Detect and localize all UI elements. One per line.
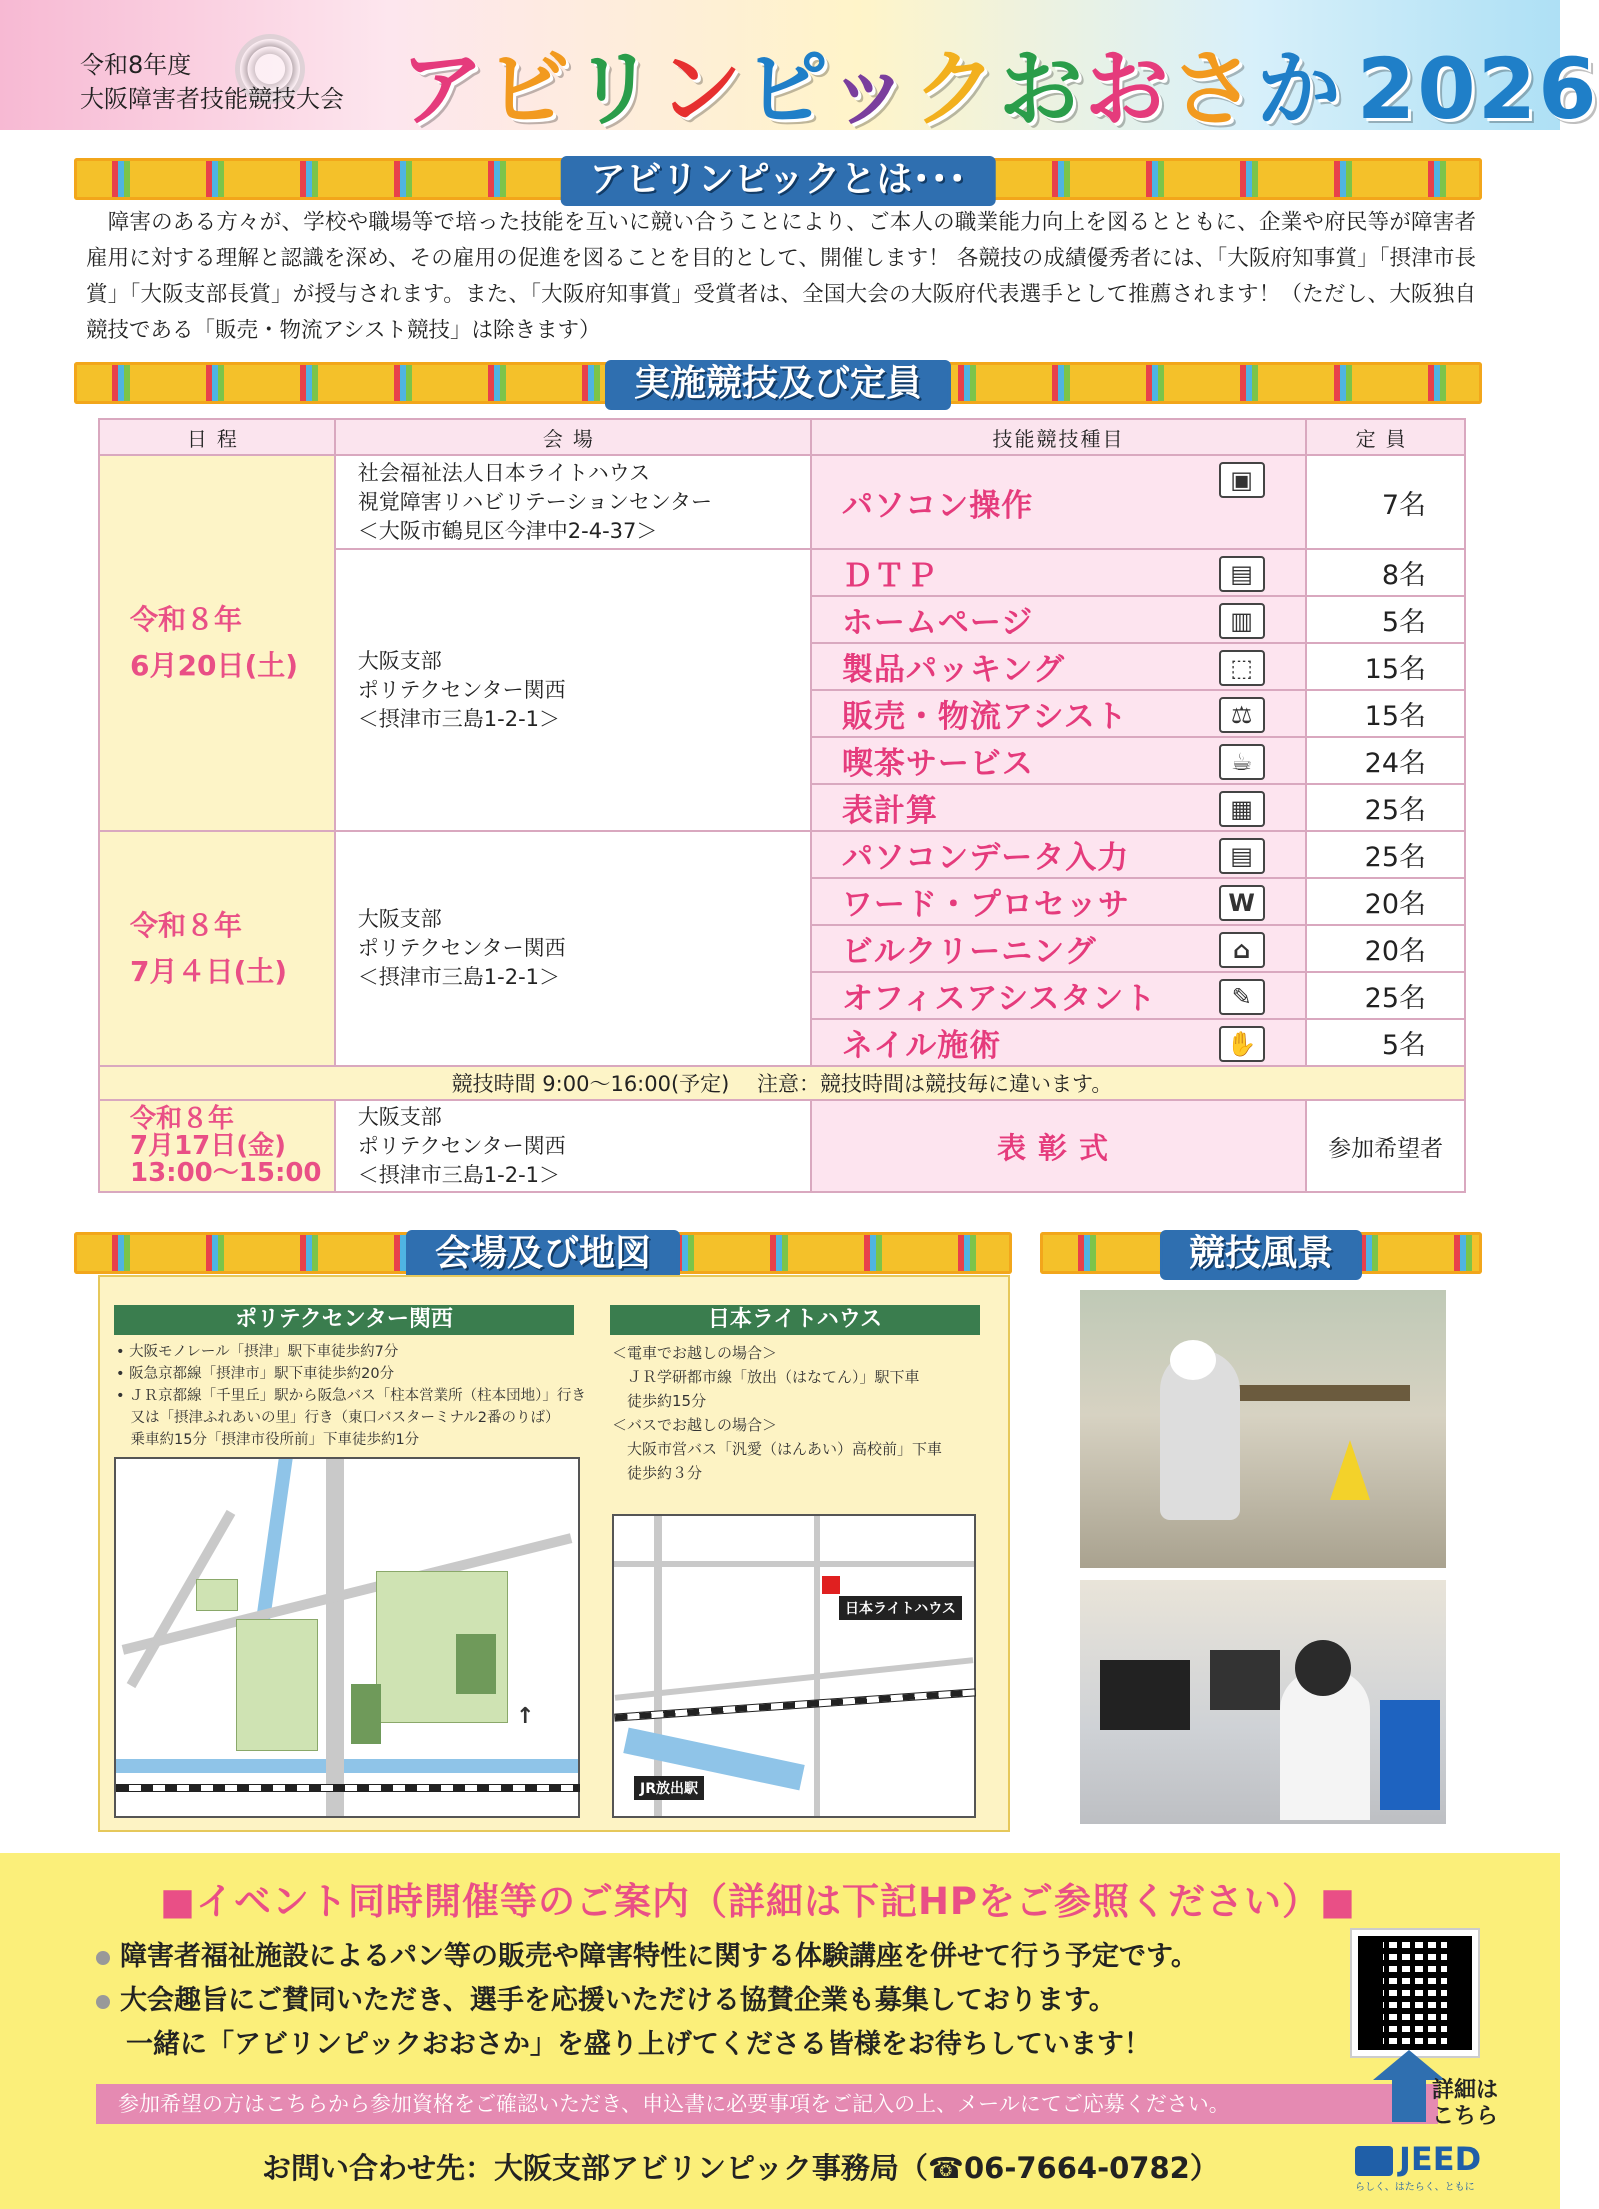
destination-marker-icon <box>822 1576 840 1594</box>
title-char: か <box>1256 40 1343 138</box>
header-capacity: 定員 <box>1306 419 1465 455</box>
table-header-row <box>99 419 1465 455</box>
event-name: オフィスアシスタント <box>841 981 1157 1017</box>
photo-monitor <box>1100 1660 1190 1730</box>
section-heading-access: 会場及び地図 <box>406 1230 680 1280</box>
section-bar-scene <box>1040 1232 1482 1274</box>
event-name: ネイル施術 <box>841 1028 1002 1064</box>
title-char: ン <box>658 40 745 138</box>
event-cell <box>811 878 1306 925</box>
header-date: 日程 <box>99 419 335 455</box>
direction-line: ＜電車でお越しの場合＞ <box>612 1344 778 1362</box>
photo-table <box>1235 1385 1410 1401</box>
event-title <box>400 22 1599 143</box>
section-bar-schedule <box>74 362 1482 404</box>
road <box>326 1459 344 1816</box>
date-cell-1 <box>99 455 335 831</box>
section-bar-access <box>74 1232 1012 1274</box>
capacity-cell: 15名 <box>1306 690 1465 737</box>
venue-line: ＜摂津市三島1-2-1＞ <box>357 965 561 989</box>
header-subtitle <box>80 48 344 116</box>
event-cell <box>811 643 1306 690</box>
direction-line: 徒歩約15分 <box>612 1392 707 1410</box>
schedule-table <box>98 418 1466 1193</box>
event-name: ＤＴＰ <box>841 558 938 594</box>
polytech-building <box>351 1684 381 1744</box>
lighthouse-title: 日本ライトハウス <box>610 1305 980 1335</box>
capacity-cell: 5名 <box>1306 1019 1465 1066</box>
title-char: ア <box>400 40 487 138</box>
venue-line: ポリテクセンター関西 <box>357 677 566 702</box>
capacity-cell: 7名 <box>1306 455 1465 549</box>
jeed-tagline: らしく、はたらく、ともに <box>1355 2182 1475 2193</box>
event-info-list <box>96 1935 1198 2067</box>
time-note: 競技時間 9:00～16:00(予定) 注意：競技時間は競技毎に違います。 <box>99 1066 1465 1100</box>
cleaning-photo <box>1080 1290 1446 1568</box>
list-item-text: 障害者福祉施設によるパン等の販売や障害特性に関する体験講座を併せて行う予定です。 <box>120 1941 1198 1972</box>
arrow-stem <box>1392 2080 1426 2122</box>
contact-info: お問い合わせ先：大阪支部アビリンピック事務局（☎06-7664-0782） <box>262 2151 1219 2185</box>
event-cell <box>811 1019 1306 1066</box>
title-char: ビ <box>486 40 573 138</box>
list-item <box>96 1935 1198 1979</box>
venue-line: 大阪支部 <box>357 1104 442 1129</box>
year-line: 令和8年度 <box>80 51 192 79</box>
word-processor-icon: W <box>1219 885 1265 921</box>
venue-line: 大阪支部 <box>357 907 442 931</box>
venue-line: ポリテクセンター関西 <box>357 1133 566 1158</box>
capacity-cell: 8名 <box>1306 549 1465 596</box>
list-item-text: 大会趣旨にご賛同いただき、選手を応援いただける協賛企業も募集しております。 <box>120 1985 1116 2016</box>
date-day: 7月４日(土) <box>130 954 288 988</box>
date-time: 13:00～15:00 <box>130 1157 322 1188</box>
park-area <box>236 1619 318 1751</box>
venue-line: ＜摂津市三島1-2-1＞ <box>357 1162 561 1187</box>
event-cell <box>811 831 1306 878</box>
access-panel <box>98 1275 1010 1832</box>
application-note[interactable]: 参加希望の方はこちらから参加資格をご確認いただき、申込書に必要事項をご記入の上、メールにてご応募ください。 <box>96 2084 1438 2124</box>
event-name: 喫茶サービス <box>841 746 1034 782</box>
event-cell <box>811 784 1306 831</box>
capacity-cell: 20名 <box>1306 925 1465 972</box>
date-year: 令和８年 <box>130 1103 235 1134</box>
photo-worker-head <box>1170 1340 1216 1380</box>
table-row <box>99 831 1465 878</box>
qr-code-icon[interactable] <box>1352 1930 1478 2056</box>
polytech-building <box>456 1634 496 1694</box>
event-name: ホームページ <box>841 605 1034 641</box>
venue-lighthouse <box>335 455 811 549</box>
direction-line: 又は「摂津ふれあいの里」行き（東口バスターミナル2番のりば） <box>116 1410 560 1426</box>
bullet-icon <box>96 1951 110 1965</box>
lighthouse-map[interactable] <box>612 1514 976 1818</box>
event-cell <box>811 549 1306 596</box>
details-line: こちら <box>1432 2104 1499 2129</box>
direction-line: 徒歩約３分 <box>612 1464 703 1482</box>
railway <box>116 1784 580 1792</box>
event-info-title: ■イベント同時開催等のご案内（詳細は下記HPをご参照ください）■ <box>160 1880 1356 1923</box>
date-day: 6月20日(土) <box>130 649 299 682</box>
direction-line: • 大阪モノレール「摂津」駅下車徒歩約7分 <box>116 1344 399 1360</box>
capacity-cell: 5名 <box>1306 596 1465 643</box>
venue-line: ＜大阪市鶴見区今津中2-4-37＞ <box>357 518 658 543</box>
nail-icon: ✋ <box>1219 1026 1265 1062</box>
polytech-map[interactable] <box>114 1457 580 1818</box>
lighthouse-directions <box>612 1341 992 1485</box>
park-area <box>196 1579 238 1611</box>
event-line: 大阪障害者技能競技大会 <box>80 85 344 113</box>
bullet-icon <box>96 1995 110 2009</box>
event-cell <box>811 925 1306 972</box>
event-cell <box>811 690 1306 737</box>
road <box>614 1561 974 1567</box>
section-heading-scene: 競技風景 <box>1160 1230 1362 1280</box>
venue-line: ポリテクセンター関西 <box>357 936 566 960</box>
packing-icon: ⬚ <box>1219 650 1265 686</box>
section-bar-about <box>74 158 1482 200</box>
event-name: パソコン操作 <box>841 487 1034 524</box>
title-char: ピ <box>744 40 827 138</box>
event-name: ビルクリーニング <box>841 934 1097 970</box>
direction-line: • ＪＲ京都線「千里丘」駅から阪急バス「柱本営業所（柱本団地）」行き <box>116 1388 586 1404</box>
title-year: 2026 <box>1356 40 1599 138</box>
date-cell-3 <box>99 1100 335 1192</box>
capacity-cell: 25名 <box>1306 784 1465 831</box>
title-char: お <box>998 40 1085 138</box>
venue-line: 視覚障害リハビリテーションセンター <box>357 489 713 514</box>
arrow-up-icon <box>1373 2050 1445 2080</box>
date-year: 令和８年 <box>130 603 243 636</box>
lighthouse-pin: 日本ライトハウス <box>839 1596 962 1620</box>
date-day: 7月17日(金) <box>130 1130 287 1161</box>
direction-line: 大阪市営バス「汎愛（はんあい）高校前」下車 <box>612 1440 943 1458</box>
event-name: 製品パッキング <box>841 652 1065 688</box>
webpage-icon: ▥ <box>1219 603 1265 639</box>
spreadsheet-icon: ▦ <box>1219 791 1265 827</box>
office-icon: ✎ <box>1219 979 1265 1015</box>
capacity-cell: 25名 <box>1306 972 1465 1019</box>
station-pin: JR放出駅 <box>634 1776 704 1800</box>
event-cell <box>811 737 1306 784</box>
capacity-cell: 15名 <box>1306 643 1465 690</box>
document-icon: ▤ <box>1219 556 1265 592</box>
details-line: 詳細は <box>1432 2078 1499 2103</box>
direction-line: ＪＲ学研都市線「放出（はなてん）」駅下車 <box>612 1368 920 1386</box>
jeed-logo <box>1355 2140 1481 2178</box>
event-name: パソコンデータ入力 <box>841 840 1130 876</box>
scale-icon: ⚖ <box>1219 697 1265 733</box>
direction-line: • 阪急京都線「摂津市」駅下車徒歩約20分 <box>116 1366 395 1382</box>
event-cell <box>811 596 1306 643</box>
ceremony-cell: 表彰式 <box>811 1100 1306 1192</box>
jeed-logo-text: JEED <box>1399 2140 1482 2178</box>
venue-line: 社会福祉法人日本ライトハウス <box>357 460 651 485</box>
north-arrow-icon: ↑ <box>516 1704 535 1729</box>
jeed-logo-icon <box>1355 2146 1393 2176</box>
venue-line: 大阪支部 <box>357 648 442 673</box>
header-venue: 会場 <box>335 419 811 455</box>
capacity-cell: 24名 <box>1306 737 1465 784</box>
photo-chair <box>1380 1700 1440 1810</box>
venue-line: ＜摂津市三島1-2-1＞ <box>357 706 561 731</box>
title-char: お <box>1084 40 1171 138</box>
direction-line: ＜バスでお越しの場合＞ <box>612 1416 778 1434</box>
table-row <box>99 1100 1465 1192</box>
section-heading-about: アビリンピックとは･･･ <box>561 156 996 206</box>
polytech-directions <box>116 1341 586 1451</box>
details-label[interactable] <box>1432 2078 1498 2130</box>
event-name: ワード・プロセッサ <box>841 887 1130 923</box>
date-cell-2 <box>99 831 335 1066</box>
date-year: 令和８年 <box>130 908 243 942</box>
venue-polytech-3 <box>335 1100 811 1192</box>
header-event: 技能競技種目 <box>811 419 1306 455</box>
list-item <box>96 1979 1198 2023</box>
event-cell <box>811 972 1306 1019</box>
title-char: リ <box>572 40 659 138</box>
event-name: 表計算 <box>841 793 938 829</box>
road <box>814 1516 820 1816</box>
list-item-continuation: 一緒に「アビリンピックおおさか」を盛り上げてくださる皆様をお待ちしています！ <box>126 2029 1151 2060</box>
wet-floor-sign <box>1330 1440 1370 1500</box>
cleaning-icon: ⌂ <box>1219 932 1265 968</box>
capacity-cell: 25名 <box>1306 831 1465 878</box>
title-char: さ <box>1170 40 1257 138</box>
ceremony-capacity: 参加希望者 <box>1306 1100 1465 1192</box>
photo-monitor <box>1210 1650 1280 1710</box>
polytech-title: ポリテクセンター関西 <box>114 1305 574 1335</box>
table-row <box>99 455 1465 549</box>
data-entry-icon: ▤ <box>1219 838 1265 874</box>
time-note-row <box>99 1066 1465 1100</box>
capacity-cell: 20名 <box>1306 878 1465 925</box>
computer-photo <box>1080 1580 1446 1824</box>
event-cell <box>811 455 1306 549</box>
computer-icon: ▣ <box>1219 462 1265 498</box>
about-text: 障害のある方々が、学校や職場等で培った技能を互いに競い合うことにより、ご本人の職業能力向上を図るとともに、企業や府民等が障害者雇用に対する理解と認識を深め、その雇用の促進を図ることを目的として、開催します！ 各競技の成績優秀者には、「大阪府知事賞」「摂津市長賞」「大阪支部長賞」が授与されます。また、「大阪府知事賞」受賞者は、全国大会の大阪府代表選手として推薦されます！（ただし、大阪独自競技である「販売・物流アシスト競技」は除きます） <box>86 210 1476 343</box>
venue-polytech-2 <box>335 831 811 1066</box>
direction-line: 乗車約15分「摂津市役所前」下車徒歩約1分 <box>116 1432 420 1448</box>
section-heading-schedule: 実施競技及び定員 <box>605 360 951 410</box>
venue-polytech-1 <box>335 549 811 831</box>
coffee-cup-icon: ☕ <box>1219 744 1265 780</box>
photo-participant-head <box>1295 1640 1351 1696</box>
river <box>116 1759 578 1773</box>
title-char: ク <box>912 40 999 138</box>
title-char: ッ <box>826 40 913 138</box>
event-name: 販売・物流アシスト <box>841 699 1128 735</box>
